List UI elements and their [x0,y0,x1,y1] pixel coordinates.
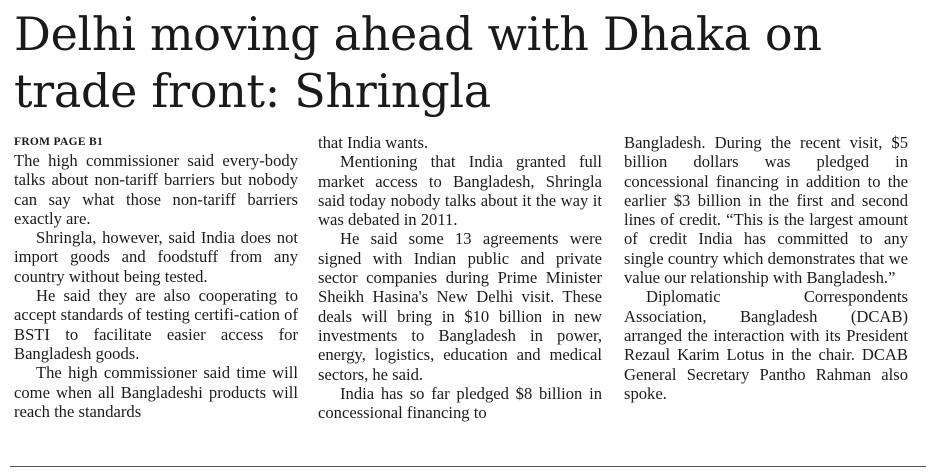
paragraph: He said they are also cooperating to accept standards of testing certifi-cation of BSTI to facilitate easier access for Bangladesh goods. [14,286,298,363]
headline: Delhi moving ahead with Dhaka on trade front: Shringla [14,7,822,118]
paragraph: that India wants. [318,133,429,152]
paragraph: The high commissioner said every-body talks about non-tariff barriers but nobody can say what those non-tariff barriers exactly are. [14,151,298,228]
paragraph: The high commissioner said time will come when all Bangladeshi products will reach the standards [14,363,298,421]
article-column-1 [14,135,298,421]
article-column-2 [318,133,602,422]
paragraph: Shringla, however, said India does not import goods and foodstuff from any country without being tested. [14,228,298,286]
bottom-rule [10,466,926,467]
paragraph: Bangladesh. During the recent visit, $5 billion dollars was pledged in concessional financing in addition to the earlier $3 billion in the first and second lines of credit. “This is the largest amount of credit India has committed to any single country which demonstrates that we value our relationship with Bangladesh.” [624,133,908,288]
paragraph: Diplomatic Correspondents Association, Bangladesh (DCAB) arranged the interaction with its President Rezaul Karim Lotus in the chair. DCAB General Secretary Pantho Rahman also spoke. [624,287,908,403]
paragraph: India has so far pledged $8 billion in concessional financing to [318,383,602,423]
paragraph: Mentioning that India granted full market access to Bangladesh, Shringla said today nobody talks about it the way it was debated in 2011. [318,152,602,230]
paragraph: He said some 13 agreements were signed with Indian public and private sector companies during Prime Minister Sheikh Hasina's New Delhi visit. These deals will bring in $10 billion in new investments to Bangladesh in power, energy, logistics, education and medical sectors, he said. [318,229,602,384]
article-column-3 [624,133,908,403]
dateline: FROM PAGE B1 [14,136,103,148]
